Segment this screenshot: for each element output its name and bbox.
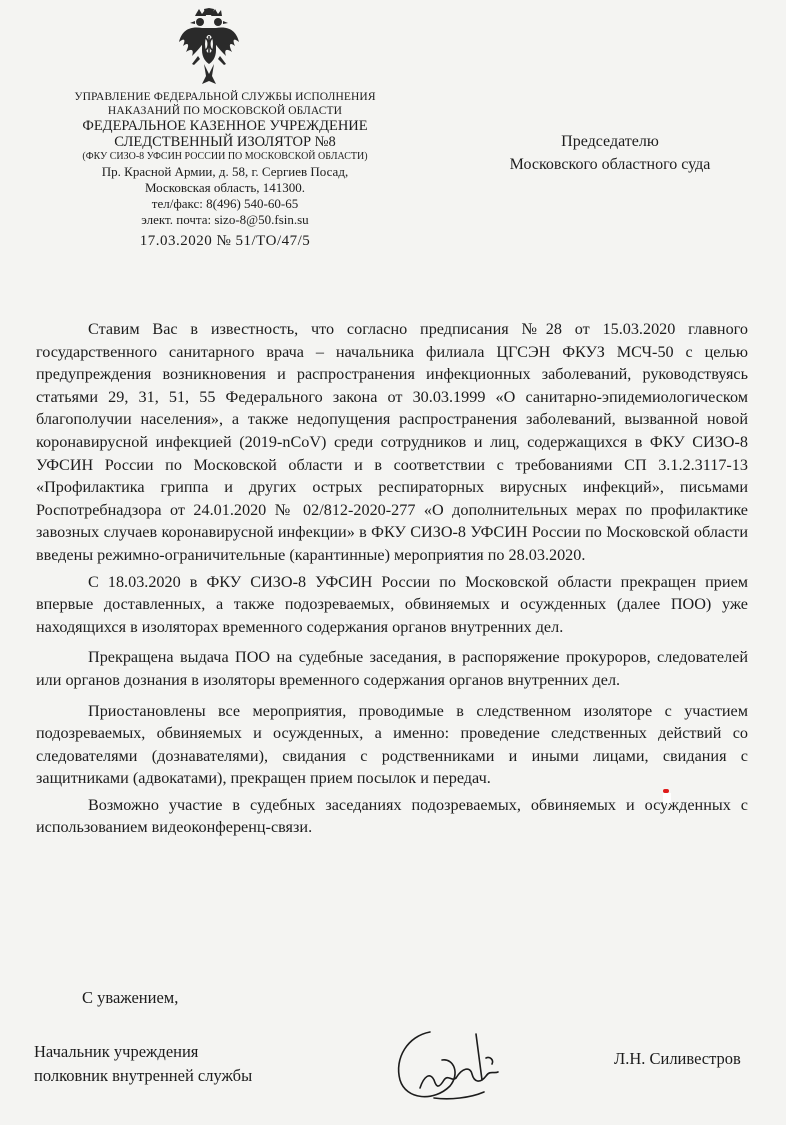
addressee-block (470, 130, 750, 176)
paragraph-3: Прекращена выдача ПОО на судебные заседания, в распоряжение прокуроров, следователей или органов дознания в изоляторы временного содержания органов внутренних дел. (36, 648, 748, 689)
org-line-1: УПРАВЛЕНИЕ ФЕДЕРАЛЬНОЙ СЛУЖБЫ ИСПОЛНЕНИЯ (74, 91, 376, 103)
paragraph-1: Ставим Вас в известность, что согласно предписания №28 от 15.03.2020 главного государственного санитарного врача – начальника филиала ЦГСЭН ФКУЗ МСЧ-50 с целью предупреждения возникновения и распространения инфекционных заболеваний, руководствуясь статьями 29, 31, 51, 55 Федерального закона от 30.03.1999 «О санитарно-эпидемиологическом благополучии населения», а также недопущения распространения заболеваний, вызванной новой коронавирусной инфекцией (2019-nCoV) среди сотрудников и лиц, содержащихся в ФКУ СИЗО-8 УФСИН России по Московской области и в соответствии с требованиями СП 3.1.2.3117-13 «Профилактика гриппа и других острых респираторных вирусных инфекций», письмами Роспотребнадзора от 24.01.2020 № 02/812-2020-277 «О дополнительных мерах по профилактике завозных случаев коронавирусной инфекции» в ФКУ СИЗО-8 УФСИН России по Московской области введены режимно-ограничительные (карантинные) мероприятия по 28.03.2020. (36, 320, 748, 564)
paragraph-5: Возможно участие в судебных заседаниях подозреваемых, обвиняемых и осужденных с использованием видеоконференц-связи. (36, 795, 748, 837)
signer-name: Л.Н. Силивестров (614, 1049, 741, 1068)
org-address-line-2: Московская область, 141300. (144, 180, 306, 195)
handwritten-signature-icon (390, 1014, 530, 1109)
signer-position-line-1: Начальник учреждения (34, 1042, 199, 1061)
closing-salutation: С уважением, (82, 988, 179, 1007)
org-line-2: НАКАЗАНИЙ ПО МОСКОВСКОЙ ОБЛАСТИ (107, 105, 343, 117)
addressee-line-2: Московского областного суда (509, 156, 711, 173)
letter-date-number: 17.03.2020 № 51/ТО/47/5 (139, 233, 311, 249)
highlighted-phrase: свидания с защитниками (адвокатами), (36, 746, 748, 788)
paragraph-4-part-1: Приостановлены все мероприятия, проводимые в следственном изоляторе с участием подозреваемых, обвиняемых и осужденных, а именно: проведение следственных действий со следователями (дознавателями), свидания с родственниками и иными лицами, (36, 701, 748, 765)
signer-position-line-2: полковник внутренней службы (34, 1066, 253, 1085)
org-line-4: СЛЕДСТВЕННЫЙ ИЗОЛЯТОР №8 (114, 134, 336, 150)
org-email: элект. почта: sizo-8@50.fsin.su (141, 212, 309, 227)
letter-body (36, 318, 748, 839)
org-line-3: ФЕДЕРАЛЬНОЕ КАЗЕННОЕ УЧРЕЖДЕНИЕ (82, 118, 368, 134)
addressee-line-1: Председателю (561, 133, 659, 150)
org-line-5: (ФКУ СИЗО-8 УФСИН РОССИИ ПО МОСКОВСКОЙ ОБЛАСТИ) (82, 151, 368, 162)
eagle-emblem-icon (178, 8, 240, 92)
paragraph-2: С 18.03.2020 в ФКУ СИЗО-8 УФСИН России по Московской области прекращен прием впервые доставленных, а также подозреваемых, обвиняемых и осужденных (далее ПОО) уже находящихся в изоляторах временного содержания органов внутренних дел. (36, 572, 748, 636)
signer-position (34, 1040, 252, 1088)
org-address-line-1: Пр. Красной Армии, д. 58, г. Сергиев Посад, (101, 164, 349, 179)
paragraph-4 (36, 700, 748, 790)
sender-organization-block (40, 90, 410, 251)
paragraph-4-part-2: прекращен прием посылок и передач. (226, 769, 491, 788)
org-phone: тел/факс: 8(496) 540-60-65 (151, 196, 299, 211)
